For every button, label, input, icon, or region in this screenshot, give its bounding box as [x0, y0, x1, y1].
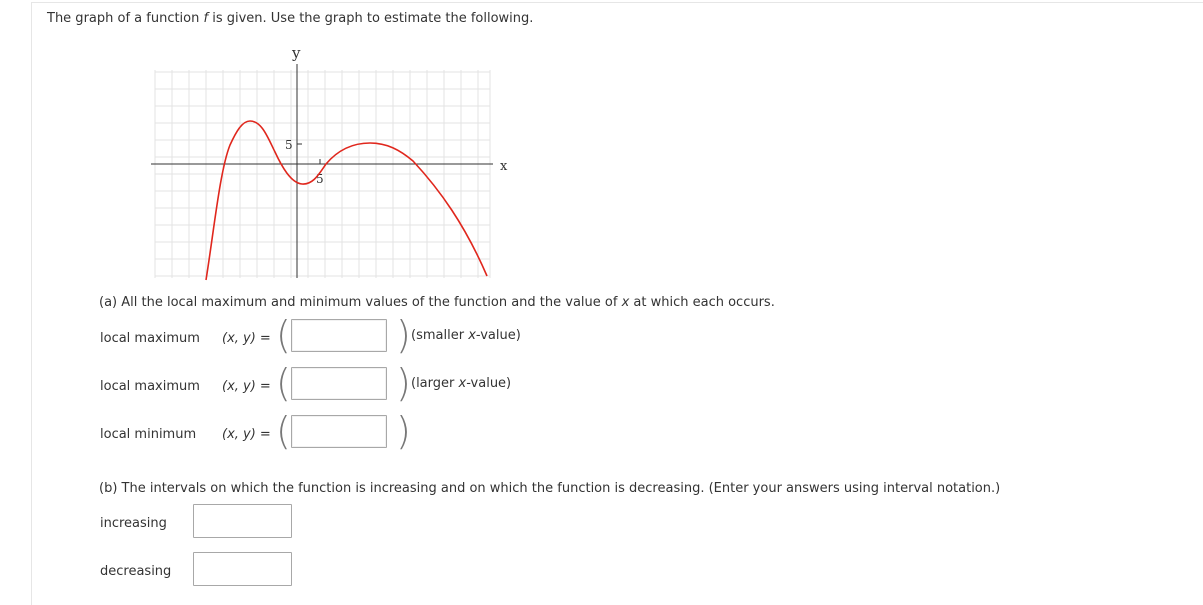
- function-f: f: [203, 11, 209, 26]
- increasing-input[interactable]: [193, 504, 292, 538]
- function-curve: [206, 121, 487, 280]
- local-max-2-note: (larger x-value): [411, 376, 512, 391]
- right-paren-3: ): [396, 409, 411, 453]
- local-min-xy: (x, y) =: [222, 427, 271, 442]
- decreasing-label: decreasing: [100, 564, 172, 579]
- local-min-label: local minimum: [100, 427, 197, 442]
- local-max-2-xy: (x, y) =: [222, 379, 271, 394]
- local-max-1-input[interactable]: [291, 319, 387, 352]
- part-a-prompt: (a) All the local maximum and minimum values of the function and the value of x at which each occurs.: [99, 295, 775, 310]
- right-paren-1: ): [396, 313, 411, 357]
- left-paren-3: (: [276, 409, 291, 453]
- left-paren-2: (: [276, 361, 291, 405]
- top-divider: [31, 2, 1203, 3]
- local-max-2-label: local maximum: [100, 379, 200, 394]
- function-graph: [140, 40, 520, 290]
- local-max-1-xy: (x, y) =: [222, 331, 271, 346]
- local-min-input[interactable]: [291, 415, 387, 448]
- part-b-prompt: (b) The intervals on which the function is increasing and on which the function is decreasing. (Enter your answers using interval notation.): [99, 481, 1001, 496]
- local-max-2-input[interactable]: [291, 367, 387, 400]
- local-max-1-note: (smaller x-value): [411, 328, 521, 343]
- y-axis-label: y: [292, 44, 301, 62]
- decreasing-input[interactable]: [193, 552, 292, 586]
- left-divider: [31, 2, 32, 605]
- left-paren-1: (: [276, 313, 291, 357]
- x-axis-label: x: [500, 159, 508, 174]
- right-paren-2: ): [396, 361, 411, 405]
- y-tick-label: 5: [285, 138, 293, 152]
- increasing-label: increasing: [100, 516, 167, 531]
- x-tick-label: 5: [316, 172, 324, 186]
- question-intro: The graph of a function f is given. Use the graph to estimate the following.: [47, 11, 534, 26]
- local-max-1-label: local maximum: [100, 331, 200, 346]
